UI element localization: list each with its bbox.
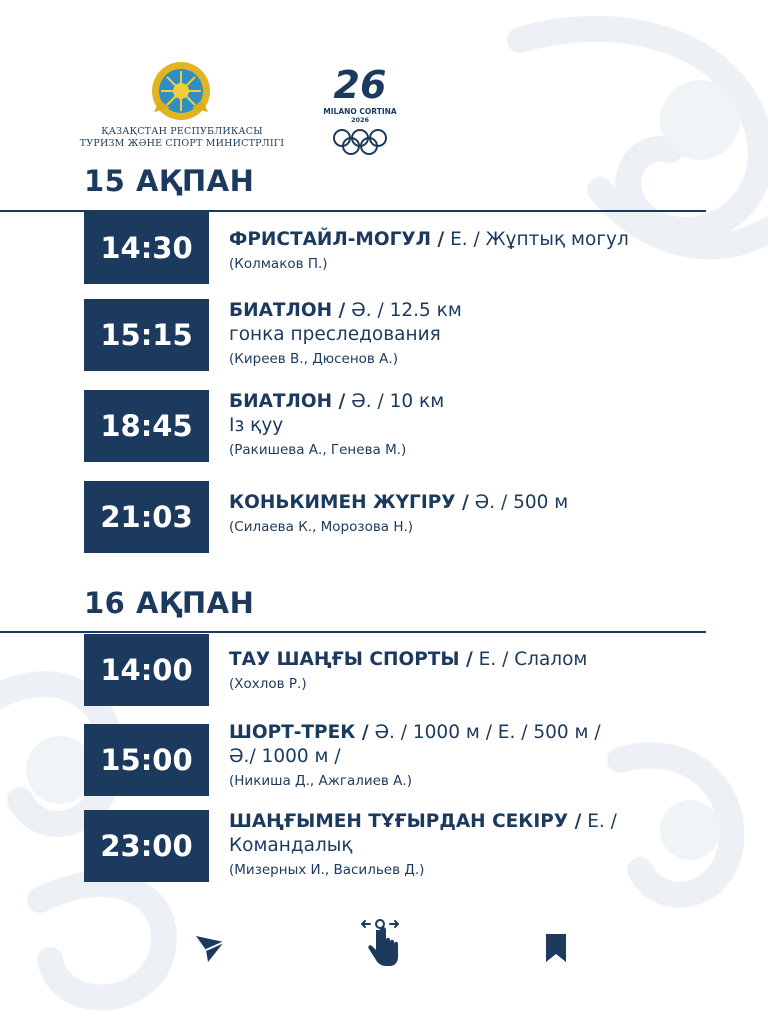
event-info xyxy=(229,648,729,693)
event-time: 14:30 xyxy=(84,212,209,284)
games-year: 2026 xyxy=(350,116,370,124)
event-athletes: (Ракишева А., Генева М.) xyxy=(229,442,407,458)
event-info xyxy=(229,299,729,368)
state-emblem-icon xyxy=(150,60,212,122)
send-icon[interactable] xyxy=(194,932,226,964)
bookmark-icon[interactable] xyxy=(544,932,568,964)
event-detail-line-2: Командалық xyxy=(229,835,353,856)
event-athletes: (Мизерных И., Васильев Д.) xyxy=(229,862,425,878)
milano-cortina-logo xyxy=(318,60,402,160)
event-time: 15:00 xyxy=(84,724,209,796)
event-sport: БИАТЛОН / xyxy=(229,391,346,412)
event-info xyxy=(229,390,729,459)
event-time: 14:00 xyxy=(84,634,209,706)
event-time: 21:03 xyxy=(84,481,209,553)
event-title xyxy=(229,721,729,745)
day-title: 15 АҚПАН xyxy=(84,164,255,198)
event-title xyxy=(229,299,729,323)
event-detail: Ә. / 1000 м / Е. / 500 м / xyxy=(368,722,601,743)
event-athletes: (Никиша Д., Ажгалиев А.) xyxy=(229,773,412,789)
event-title xyxy=(229,390,729,414)
ministry-line-1: ҚАЗАҚСТАН РЕСПУБЛИКАСЫ xyxy=(101,126,263,137)
event-time: 18:45 xyxy=(84,390,209,462)
event-athletes: (Колмаков П.) xyxy=(229,256,328,272)
event-sport: БИАТЛОН / xyxy=(229,300,346,321)
event-info xyxy=(229,228,729,273)
event-info xyxy=(229,721,729,790)
event-time: 23:00 xyxy=(84,810,209,882)
event-info xyxy=(229,491,729,536)
event-detail-line-2: Із қуу xyxy=(229,415,284,436)
event-athletes: (Киреев В., Дюсенов А.) xyxy=(229,351,398,367)
event-detail: Ә. / 12.5 км xyxy=(345,300,462,321)
event-athletes: (Силаева К., Морозова Н.) xyxy=(229,519,414,535)
olympic-rings-icon xyxy=(334,130,386,154)
event-info xyxy=(229,810,729,879)
event-detail-line-2: Ә./ 1000 м / xyxy=(229,746,341,767)
day-title: 16 АҚПАН xyxy=(84,586,255,620)
event-title xyxy=(229,810,729,834)
event-sport: ШОРТ-ТРЕК / xyxy=(229,722,369,743)
ministry-line-2: ТУРИЗМ ЖӘНЕ СПОРТ МИНИСТРЛІГІ xyxy=(79,138,285,149)
event-detail: Ә. / 10 км xyxy=(345,391,445,412)
event-athletes: (Хохлов Р.) xyxy=(229,676,307,692)
event-sport: КОНЬКИМЕН ЖҮГІРУ / xyxy=(229,492,469,513)
event-sport: ШАҢҒЫМЕН ТҰҒЫРДАН СЕКІРУ / xyxy=(229,811,582,832)
event-title xyxy=(229,228,729,252)
event-sport: ТАУ ШАҢҒЫ СПОРТЫ / xyxy=(229,649,473,670)
ministry-name xyxy=(72,126,292,150)
footer-actions xyxy=(0,912,768,972)
event-detail-line-2: гонка преследования xyxy=(229,324,441,345)
event-detail: Е. / Жұптық могул xyxy=(444,229,629,250)
games-mark: 26 xyxy=(333,63,387,107)
event-sport: ФРИСТАЙЛ-МОГУЛ / xyxy=(229,229,445,250)
event-title xyxy=(229,648,729,672)
event-detail: Е. / Слалом xyxy=(472,649,588,670)
swipe-hand-icon[interactable] xyxy=(358,916,402,968)
event-time: 15:15 xyxy=(84,299,209,371)
event-title xyxy=(229,491,729,515)
games-name: MILANO CORTINA xyxy=(323,107,397,116)
day-divider xyxy=(0,631,706,633)
event-detail: Ә. / 500 м xyxy=(468,492,569,513)
header-logos xyxy=(0,56,768,166)
event-detail: Е. / xyxy=(581,811,617,832)
